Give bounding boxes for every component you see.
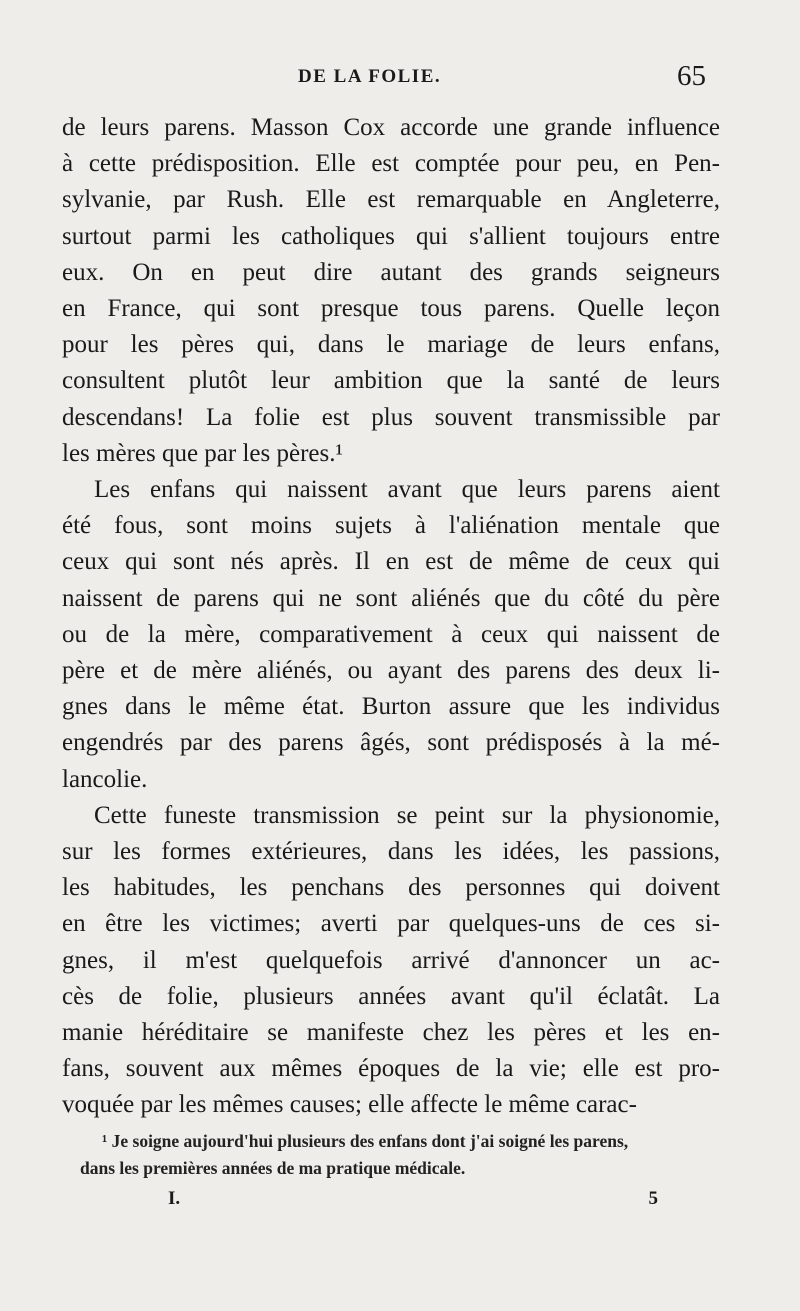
text-line: les habitudes, les penchans des personnes qui doivent	[62, 874, 720, 902]
page-header	[62, 60, 708, 100]
text-line: fans, souvent aux mêmes époques de la vie; elle est pro-	[62, 1055, 720, 1083]
text-line: naissent de parens qui ne sont aliénés que du côté du père	[62, 584, 720, 612]
paragraph	[62, 472, 720, 798]
text-line: Les enfans qui naissent avant que leurs parens aient	[94, 476, 720, 504]
text-line: pour les pères qui, dans le mariage de leurs enfans,	[62, 331, 720, 359]
text-line: à cette prédisposition. Elle est comptée pour peu, en Pen-	[62, 150, 720, 178]
text-line: voquée par les mêmes causes; elle affecte le même carac-	[62, 1091, 637, 1119]
text-line: descendans! La folie est plus souvent transmissible par	[62, 403, 720, 431]
signature-number: 5	[648, 1188, 658, 1209]
text-line: été fous, sont moins sujets à l'aliénation mentale que	[62, 512, 720, 540]
text-line: consultent plutôt leur ambition que la santé de leurs	[62, 367, 720, 395]
running-title: DE LA FOLIE.	[298, 66, 442, 87]
text-line: père et de mère aliénés, ou ayant des parens des deux li-	[62, 657, 720, 685]
text-line: sur les formes extérieures, dans les idées, les passions,	[62, 838, 720, 866]
text-line: ou de la mère, comparativement à ceux qui naissent de	[62, 620, 720, 648]
text-line: les mères que par les pères.¹	[62, 439, 343, 467]
text-line: Cette funeste transmission se peint sur la physionomie,	[94, 801, 720, 829]
paragraph	[62, 798, 720, 1124]
text-line: manie héréditaire se manifeste chez les pères et les en-	[62, 1019, 720, 1047]
text-line: cès de folie, plusieurs années avant qu'il éclatât. La	[62, 982, 720, 1010]
footnote-line: ¹ Je soigne aujourd'hui plusieurs des enfans dont j'ai soigné les parens,	[102, 1131, 629, 1151]
text-line: de leurs parens. Masson Cox accorde une grande influence	[62, 114, 720, 141]
page-number: 65	[677, 60, 706, 92]
text-line: engendrés par des parens âgés, sont prédisposés à la mé-	[62, 729, 720, 757]
text-line: sylvanie, par Rush. Elle est remarquable en Angleterre,	[62, 186, 720, 214]
text-line: gnes dans le même état. Burton assure que les individus	[62, 693, 720, 721]
text-line: en être les victimes; averti par quelques-uns de ces si-	[62, 910, 720, 938]
footnote-line: dans les premières années de ma pratique médicale.	[80, 1158, 466, 1178]
text-line: surtout parmi les catholiques qui s'allient toujours entre	[62, 222, 720, 250]
text-line: lancolie.	[62, 765, 148, 793]
signature-mark: I.	[168, 1188, 181, 1209]
page-footer	[168, 1188, 668, 1218]
text-line: ceux qui sont nés après. Il en est de même de ceux qui	[62, 548, 720, 576]
text-line: gnes, il m'est quelquefois arrivé d'annoncer un ac-	[62, 946, 720, 974]
text-line: en France, qui sont presque tous parens. Quelle leçon	[62, 295, 720, 323]
paragraph	[62, 110, 720, 472]
text-line: eux. On en peut dire autant des grands seigneurs	[62, 258, 720, 286]
body-text	[62, 110, 720, 1124]
footnotes	[80, 1128, 708, 1182]
